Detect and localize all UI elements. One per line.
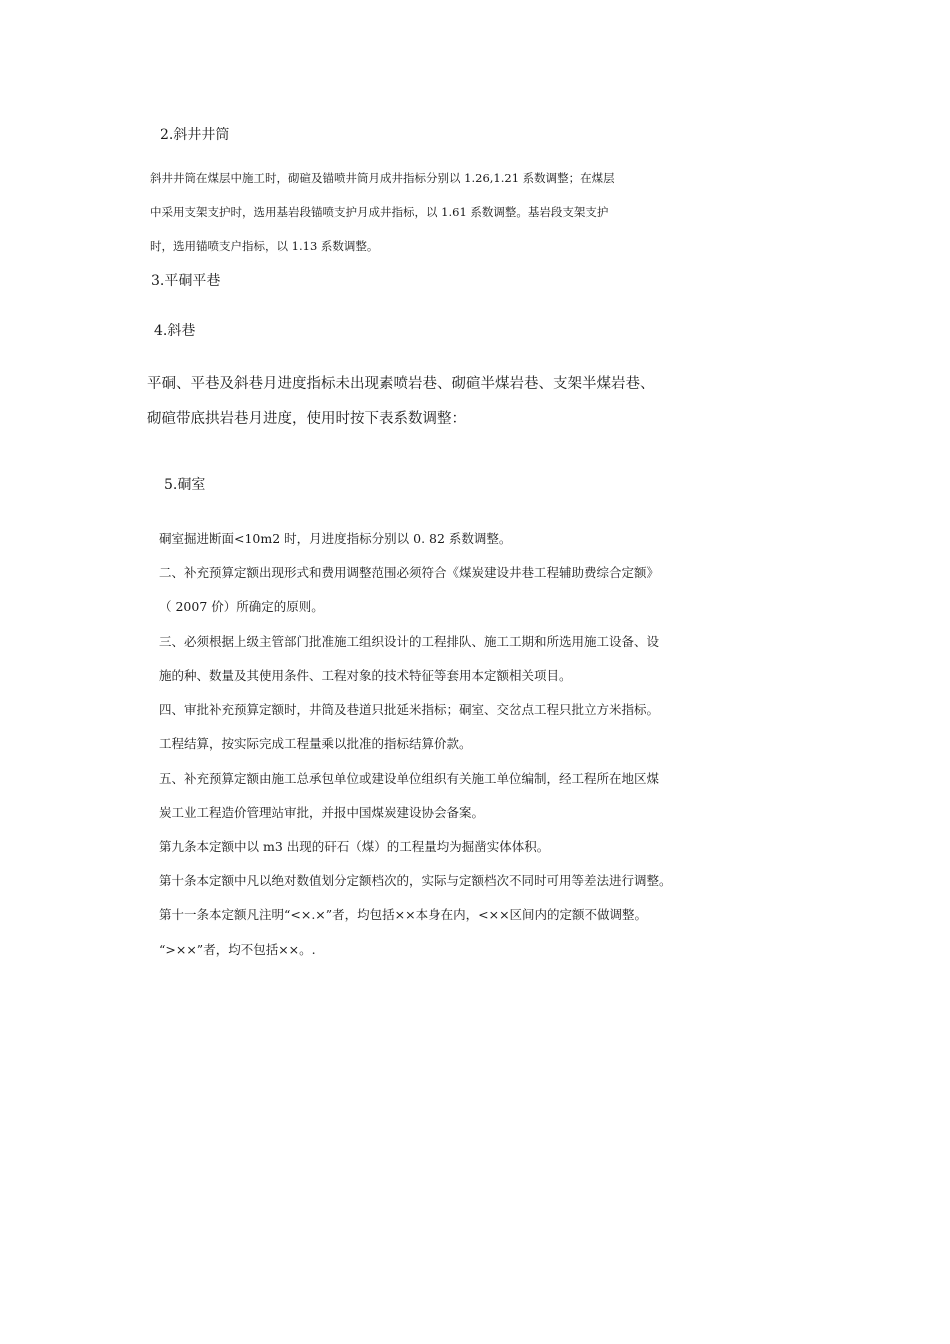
section-2-text-line-2: 中采用支架支护时，选用基岩段锚喷支护月成井指标，以 1.61 系数调整。基岩段支架支护 — [150, 205, 609, 219]
section-3-heading: 3.平硐平巷 — [151, 273, 221, 289]
body-line-6: 工程结算，按实际完成工程量乘以批准的指标结算价款。 — [159, 736, 472, 751]
body-line-8: 炭工业工程造价管理站审批，并报中国煤炭建设协会备案。 — [159, 805, 485, 820]
body-line-3: 三、必须根据上级主管部门批准施工组织设计的工程排队、施工工期和所选用施工设备、设 — [159, 634, 660, 649]
section-4-text-line-1: 平硐、平巷及斜巷月进度指标未出现素喷岩巷、砌碹半煤岩巷、支架半煤岩巷、 — [147, 376, 655, 392]
section-4-heading: 4.斜巷 — [154, 323, 196, 339]
body-line-11: 第十一条本定额凡注明“<×.×”者，均包括××本身在内，<××区间内的定额不做调整。 — [159, 907, 648, 922]
body-line-9: 第九条本定额中以 m3 出现的矸石（煤）的工程量均为掘凿实体体积。 — [159, 839, 550, 854]
section-2-text-line-1: 斜井井筒在煤层中施工时，砌碹及锚喷井筒月成井指标分别以 1.26,1.21 系数调整；在煤层 — [150, 171, 615, 185]
body-line-2: （ 2007 价）所确定的原则。 — [159, 599, 324, 614]
body-line-5: 四、审批补充预算定额时，井筒及巷道只批延米指标；硐室、交岔点工程只批立方米指标。 — [159, 702, 660, 717]
body-line-4: 施的种、数量及其使用条件、工程对象的技术特征等套用本定额相关项目。 — [159, 668, 572, 683]
section-2-text-line-3: 时，选用锚喷支户指标，以 1.13 系数调整。 — [150, 239, 379, 253]
section-5-heading: 5.硐室 — [164, 477, 206, 493]
section-4-text-line-2: 砌碹带底拱岩巷月进度，使用时按下表系数调整： — [147, 411, 466, 427]
body-line-10: 第十条本定额中凡以绝对数值划分定额档次的，实际与定额档次不同时可用等差法进行调整。 — [159, 873, 672, 888]
section-5-text-line-1: 硐室掘进断面<10m2 时，月进度指标分别以 0. 82 系数调整。 — [159, 531, 512, 546]
section-2-heading: 2.斜井井筒 — [160, 127, 230, 143]
body-line-12: “>××”者，均不包括××。. — [159, 942, 316, 957]
body-line-1: 二、补充预算定额出现形式和费用调整范围必须符合《煤炭建设井巷工程辅助费综合定额》 — [159, 565, 660, 580]
body-line-7: 五、补充预算定额由施工总承包单位或建设单位组织有关施工单位编制，经工程所在地区煤 — [159, 771, 660, 786]
